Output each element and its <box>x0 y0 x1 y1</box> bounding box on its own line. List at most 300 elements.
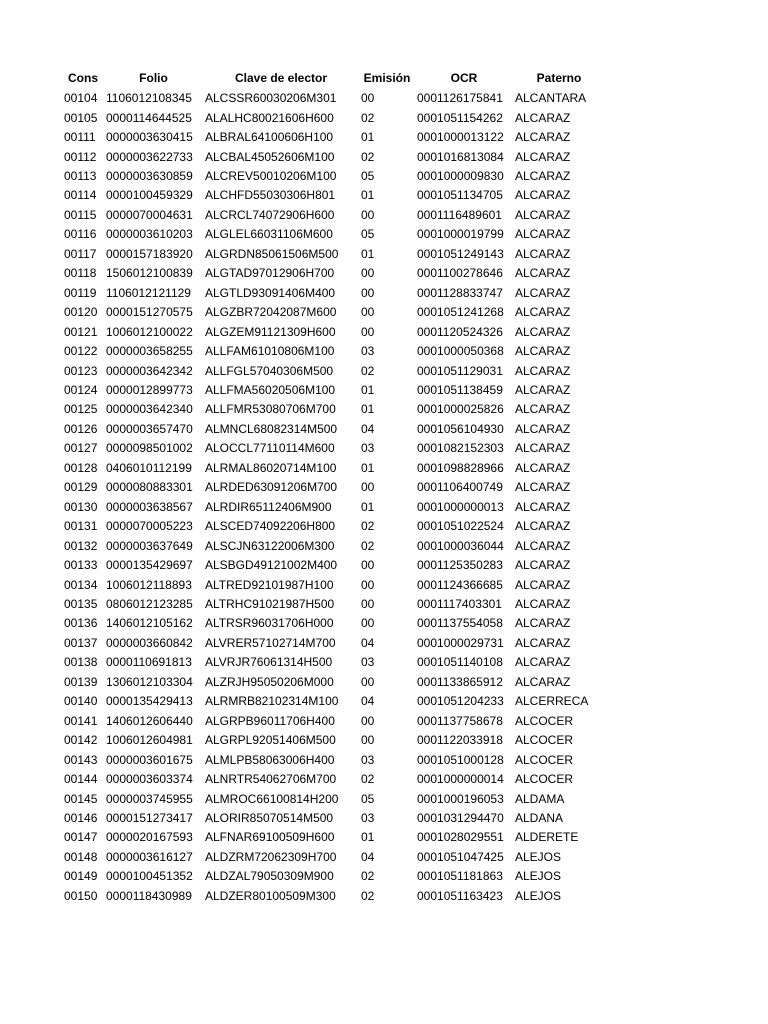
cell-cons: 00140 <box>64 694 98 709</box>
cell-folio: 0000003610203 <box>106 227 193 242</box>
cell-paterno: ALCARAZ <box>515 558 571 573</box>
table-row <box>62 167 605 186</box>
cell-paterno: ALCARAZ <box>515 324 571 339</box>
table-row <box>62 498 605 517</box>
cell-clave-de-elector: ALGTAD97012906H700 <box>205 266 335 281</box>
cell-paterno: ALCARAZ <box>515 305 571 320</box>
cell-folio: 0000003622733 <box>106 149 193 164</box>
cell-folio: 0000003638567 <box>106 499 193 514</box>
cell-folio: 0000118430989 <box>106 888 192 903</box>
cell-ocr: 0001028029551 <box>417 830 504 845</box>
table-row <box>62 653 605 672</box>
cell-paterno: ALCARAZ <box>515 635 571 650</box>
cell-emision: 04 <box>361 421 375 436</box>
cell-paterno: ALCARAZ <box>515 655 571 670</box>
cell-cons: 00118 <box>64 266 97 281</box>
cell-ocr: 0001116489601 <box>417 207 502 222</box>
cell-clave-de-elector: ALGZEM91121309H600 <box>205 324 336 339</box>
cell-folio: 0000003658255 <box>106 344 193 359</box>
cell-emision: 04 <box>361 635 375 650</box>
cell-paterno: ALCARAZ <box>515 421 571 436</box>
table-row <box>62 206 605 225</box>
cell-clave-de-elector: ALLFMA56020506M100 <box>205 383 336 398</box>
table-header <box>62 68 605 89</box>
cell-cons: 00115 <box>64 207 97 222</box>
cell-folio: 0000003616127 <box>106 849 193 864</box>
cell-folio: 1406012105162 <box>106 616 193 631</box>
cell-clave-de-elector: ALDZAL79050309M900 <box>205 869 334 884</box>
cell-folio: 1406012606440 <box>106 713 193 728</box>
cell-emision: 05 <box>361 227 375 242</box>
table-row <box>62 789 605 808</box>
cell-emision: 04 <box>361 694 375 709</box>
cell-paterno: ALCARAZ <box>515 674 571 689</box>
cell-clave-de-elector: ALOCCL77110114M600 <box>205 441 335 456</box>
cell-ocr: 0001098828966 <box>417 460 504 475</box>
cell-ocr: 0001051241268 <box>417 305 504 320</box>
table-row <box>62 595 605 614</box>
cell-ocr: 0001137758678 <box>417 713 503 728</box>
cell-folio: 0000080883301 <box>106 480 193 495</box>
cell-emision: 00 <box>361 305 375 320</box>
cell-ocr: 0001082152303 <box>417 441 504 456</box>
cell-emision: 02 <box>361 149 375 164</box>
cell-clave-de-elector: ALLFGL57040306M500 <box>205 363 334 378</box>
cell-cons: 00126 <box>64 421 98 436</box>
table-row <box>62 89 605 108</box>
cell-ocr: 0001000000013 <box>417 499 504 514</box>
cell-folio: 0000003660842 <box>106 635 193 650</box>
cell-clave-de-elector: ALBRAL64100606H100 <box>205 130 334 145</box>
cell-ocr: 0001051140108 <box>417 655 503 670</box>
cell-clave-de-elector: ALMNCL68082314M500 <box>205 421 338 436</box>
cell-ocr: 0001126175841 <box>417 91 503 106</box>
table-row <box>62 614 605 633</box>
cell-clave-de-elector: ALMLPB58063006H400 <box>205 752 335 767</box>
cell-paterno: ALDAMA <box>515 791 565 806</box>
cell-emision: 02 <box>361 538 375 553</box>
table-row <box>62 284 605 303</box>
cell-paterno: ALCERRECA <box>515 694 589 709</box>
cell-cons: 00135 <box>64 597 98 611</box>
table-row <box>62 575 605 594</box>
cell-ocr: 0001051181863 <box>417 869 503 884</box>
cell-cons: 00148 <box>64 849 98 864</box>
cell-paterno: ALDERETE <box>515 830 579 845</box>
cell-folio: 1006012100022 <box>106 324 193 339</box>
cell-folio: 0000070004631 <box>106 207 193 222</box>
table-row <box>62 439 605 458</box>
cell-clave-de-elector: ALLFAM61010806M100 <box>205 344 335 359</box>
cell-ocr: 0001051163423 <box>417 888 503 903</box>
cell-cons: 00116 <box>64 227 97 242</box>
cell-emision: 00 <box>361 285 375 300</box>
cell-clave-de-elector: ALGRPB96011706H400 <box>205 713 335 728</box>
cell-ocr: 0001106400749 <box>417 480 503 495</box>
table-row <box>62 108 605 127</box>
cell-cons: 00142 <box>64 733 98 748</box>
table-row <box>62 634 605 653</box>
header-cons: Cons <box>68 71 98 85</box>
table-row <box>62 186 605 205</box>
cell-clave-de-elector: ALZRJH95050206M000 <box>205 674 334 689</box>
cell-cons: 00120 <box>64 305 98 320</box>
cell-ocr: 0001000050368 <box>417 344 504 359</box>
header-clave-de-elector: Clave de elector <box>234 71 328 85</box>
cell-ocr: 0001000009830 <box>417 169 504 184</box>
table-row <box>62 828 605 847</box>
cell-ocr: 0001137554058 <box>417 616 503 631</box>
table-row <box>62 867 605 886</box>
cell-clave-de-elector: ALCHFD55030306H801 <box>205 188 336 203</box>
cell-ocr: 0001000000014 <box>417 772 504 787</box>
cell-folio: 1506012100839 <box>106 266 193 281</box>
cell-folio: 1006012118893 <box>106 577 192 592</box>
header-folio: Folio <box>139 71 168 85</box>
cell-paterno: ALCARAZ <box>515 110 571 125</box>
cell-clave-de-elector: ALGRDN85061506M500 <box>205 246 339 261</box>
cell-paterno: ALCARAZ <box>515 402 571 417</box>
table-row <box>62 147 605 166</box>
cell-emision: 00 <box>361 616 375 631</box>
table-row <box>62 848 605 867</box>
cell-cons: 00130 <box>64 499 98 514</box>
cell-folio: 0000100451352 <box>106 869 193 884</box>
cell-folio: 0000003630415 <box>106 130 193 145</box>
header-paterno: Paterno <box>536 71 582 85</box>
cell-ocr: 0001100278646 <box>417 266 503 281</box>
cell-clave-de-elector: ALTRHC91021987H500 <box>205 597 335 611</box>
table-row <box>62 400 605 419</box>
table-body <box>62 89 605 906</box>
cell-folio: 0000003745955 <box>106 791 193 806</box>
cell-ocr: 0001016813084 <box>417 149 504 164</box>
cell-emision: 01 <box>361 246 375 261</box>
cell-cons: 00133 <box>64 558 98 573</box>
cell-paterno: ALCARAZ <box>515 207 571 222</box>
cell-cons: 00117 <box>64 246 97 261</box>
header-emision: Emisión <box>363 71 411 85</box>
cell-cons: 00138 <box>64 655 98 670</box>
cell-clave-de-elector: ALGTLD93091406M400 <box>205 285 336 300</box>
cell-emision: 00 <box>361 207 375 222</box>
cell-paterno: ALCANTARA <box>515 91 587 106</box>
table-row <box>62 770 605 789</box>
table-row <box>62 420 605 439</box>
cell-cons: 00128 <box>64 460 98 475</box>
table-row <box>62 322 605 341</box>
cell-folio: 0000003630859 <box>106 169 193 184</box>
cell-clave-de-elector: ALGRPL92051406M500 <box>205 733 336 748</box>
cell-emision: 00 <box>361 266 375 281</box>
cell-cons: 00137 <box>64 635 98 650</box>
cell-emision: 00 <box>361 558 375 573</box>
cell-folio: 0406010112199 <box>106 460 192 475</box>
table-row <box>62 342 605 361</box>
cell-clave-de-elector: ALSBGD49121002M400 <box>205 558 338 573</box>
table-row <box>62 731 605 750</box>
cell-ocr: 0001133865912 <box>417 674 503 689</box>
cell-emision: 01 <box>361 460 375 475</box>
cell-emision: 00 <box>361 91 375 106</box>
cell-clave-de-elector: ALRDIR65112406M900 <box>205 499 332 514</box>
cell-emision: 02 <box>361 772 375 787</box>
cell-clave-de-elector: ALVRER57102714M700 <box>205 635 336 650</box>
cell-paterno: ALCARAZ <box>515 344 571 359</box>
cell-paterno: ALEJOS <box>515 888 562 903</box>
voter-registry-table <box>62 68 605 906</box>
cell-emision: 02 <box>361 519 375 534</box>
table-row <box>62 712 605 731</box>
cell-folio: 0000157183920 <box>106 246 193 261</box>
cell-folio: 1106012108345 <box>106 91 192 106</box>
cell-paterno: ALCARAZ <box>515 460 571 475</box>
cell-folio: 0000003603374 <box>106 772 193 787</box>
table-row <box>62 692 605 711</box>
cell-cons: 00105 <box>64 110 98 125</box>
cell-paterno: ALCOCER <box>515 752 574 767</box>
cell-paterno: ALDANA <box>515 810 564 825</box>
cell-ocr: 0001124366685 <box>417 577 503 592</box>
cell-cons: 00125 <box>64 402 98 417</box>
cell-cons: 00132 <box>64 538 98 553</box>
cell-paterno: ALCARAZ <box>515 538 571 553</box>
cell-paterno: ALCARAZ <box>515 577 571 592</box>
cell-ocr: 0001031294470 <box>417 810 504 825</box>
cell-paterno: ALCARAZ <box>515 441 571 456</box>
cell-paterno: ALCARAZ <box>515 130 571 145</box>
table-row <box>62 556 605 575</box>
cell-cons: 00149 <box>64 869 98 884</box>
cell-folio: 0000110691813 <box>106 655 192 670</box>
cell-paterno: ALCARAZ <box>515 383 571 398</box>
cell-folio: 0000114644525 <box>106 110 192 125</box>
cell-emision: 01 <box>361 402 375 417</box>
cell-emision: 01 <box>361 830 375 845</box>
cell-emision: 01 <box>361 130 375 145</box>
cell-folio: 0000003642340 <box>106 402 193 417</box>
cell-emision: 03 <box>361 441 375 456</box>
cell-clave-de-elector: ALCRCL74072906H600 <box>205 207 335 222</box>
cell-paterno: ALCARAZ <box>515 597 571 611</box>
cell-paterno: ALCOCER <box>515 733 574 748</box>
cell-ocr: 0001125350283 <box>417 558 503 573</box>
cell-emision: 03 <box>361 655 375 670</box>
header-row <box>62 68 605 89</box>
cell-cons: 00141 <box>64 713 98 728</box>
cell-paterno: ALCARAZ <box>515 266 571 281</box>
cell-ocr: 0001000029731 <box>417 635 504 650</box>
table-row <box>62 225 605 244</box>
cell-ocr: 0001000013122 <box>417 130 504 145</box>
cell-folio: 0000003601675 <box>106 752 193 767</box>
cell-cons: 00127 <box>64 441 98 456</box>
cell-ocr: 0001128833747 <box>417 285 503 300</box>
cell-paterno: ALCARAZ <box>515 285 571 300</box>
table-row <box>62 517 605 536</box>
cell-cons: 00150 <box>64 888 98 903</box>
cell-folio: 0000003637649 <box>106 538 193 553</box>
cell-ocr: 0001051000128 <box>417 752 504 767</box>
cell-clave-de-elector: ALDZRM72062309H700 <box>205 849 337 864</box>
cell-paterno: ALCARAZ <box>515 499 571 514</box>
cell-folio: 0000070005223 <box>106 519 193 534</box>
cell-emision: 02 <box>361 869 375 884</box>
table-row <box>62 673 605 692</box>
cell-paterno: ALCARAZ <box>515 480 571 495</box>
cell-clave-de-elector: ALRMAL86020714M100 <box>205 460 337 475</box>
header-ocr: OCR <box>450 71 478 85</box>
cell-emision: 03 <box>361 344 375 359</box>
cell-cons: 00124 <box>64 383 98 398</box>
cell-cons: 00146 <box>64 810 98 825</box>
cell-folio: 0000151270575 <box>106 305 193 320</box>
cell-emision: 01 <box>361 383 375 398</box>
cell-ocr: 0001051154262 <box>417 110 503 125</box>
cell-emision: 00 <box>361 597 375 611</box>
cell-emision: 02 <box>361 363 375 378</box>
table-row <box>62 264 605 283</box>
table-row <box>62 381 605 400</box>
cell-emision: 00 <box>361 324 375 339</box>
cell-emision: 03 <box>361 810 375 825</box>
cell-folio: 1006012604981 <box>106 733 193 748</box>
cell-paterno: ALCARAZ <box>515 227 571 242</box>
cell-clave-de-elector: ALVRJR76061314H500 <box>205 655 333 670</box>
cell-ocr: 0001000019799 <box>417 227 504 242</box>
cell-clave-de-elector: ALSCJN63122006M300 <box>205 538 335 553</box>
cell-cons: 00131 <box>64 519 98 534</box>
cell-clave-de-elector: ALCREV50010206M100 <box>205 169 337 184</box>
cell-cons: 00145 <box>64 791 98 806</box>
cell-ocr: 0001122033918 <box>417 733 503 748</box>
cell-cons: 00143 <box>64 752 98 767</box>
cell-folio: 0000151273417 <box>106 810 193 825</box>
cell-cons: 00113 <box>64 169 97 184</box>
cell-folio: 0000003657470 <box>106 421 193 436</box>
cell-emision: 05 <box>361 791 375 806</box>
cell-paterno: ALEJOS <box>515 849 562 864</box>
cell-ocr: 0001051204233 <box>417 694 504 709</box>
cell-ocr: 0001000025826 <box>417 402 504 417</box>
cell-folio: 0000020167593 <box>106 830 193 845</box>
cell-emision: 00 <box>361 733 375 748</box>
cell-clave-de-elector: ALCBAL45052606M100 <box>205 149 335 164</box>
cell-folio: 0000135429413 <box>106 694 193 709</box>
cell-ocr: 0001051022524 <box>417 519 504 534</box>
cell-clave-de-elector: ALALHC80021606H600 <box>205 110 334 125</box>
cell-clave-de-elector: ALGZBR72042087M600 <box>205 305 337 320</box>
cell-clave-de-elector: ALLFMR53080706M700 <box>205 402 336 417</box>
cell-ocr: 0001051047425 <box>417 849 504 864</box>
cell-cons: 00114 <box>64 188 97 203</box>
cell-folio: 0000003642342 <box>106 363 193 378</box>
table-row <box>62 887 605 906</box>
cell-clave-de-elector: ALTRSR96031706H000 <box>205 616 334 631</box>
table-row <box>62 361 605 380</box>
cell-folio: 1306012103304 <box>106 674 193 689</box>
cell-paterno: ALCARAZ <box>515 616 571 631</box>
cell-cons: 00104 <box>64 91 98 106</box>
cell-cons: 00119 <box>64 285 97 300</box>
cell-cons: 00111 <box>64 130 96 145</box>
table-row <box>62 478 605 497</box>
cell-ocr: 0001000036044 <box>417 538 504 553</box>
cell-clave-de-elector: ALCSSR60030206M301 <box>205 91 337 106</box>
cell-ocr: 0001051134705 <box>417 188 503 203</box>
cell-ocr: 0001000196053 <box>417 791 504 806</box>
cell-ocr: 0001120524326 <box>417 324 503 339</box>
cell-clave-de-elector: ALMROC66100814H200 <box>205 791 339 806</box>
table-row <box>62 245 605 264</box>
cell-emision: 02 <box>361 110 375 125</box>
cell-emision: 01 <box>361 188 375 203</box>
cell-clave-de-elector: ALNRTR54062706M700 <box>205 772 337 787</box>
table-row <box>62 128 605 147</box>
cell-cons: 00139 <box>64 674 98 689</box>
cell-clave-de-elector: ALRDED63091206M700 <box>205 480 338 495</box>
cell-paterno: ALCARAZ <box>515 188 571 203</box>
cell-clave-de-elector: ALRMRB82102314M100 <box>205 694 339 709</box>
cell-paterno: ALCARAZ <box>515 246 571 261</box>
cell-paterno: ALCARAZ <box>515 519 571 534</box>
cell-emision: 05 <box>361 169 375 184</box>
cell-ocr: 0001056104930 <box>417 421 504 436</box>
table-row <box>62 303 605 322</box>
cell-emision: 02 <box>361 888 375 903</box>
table-row <box>62 809 605 828</box>
cell-paterno: ALCARAZ <box>515 149 571 164</box>
cell-clave-de-elector: ALGLEL66031106M600 <box>205 227 333 242</box>
cell-cons: 00122 <box>64 344 98 359</box>
cell-folio: 0000100459329 <box>106 188 193 203</box>
cell-cons: 00121 <box>64 324 98 339</box>
cell-folio: 1106012121129 <box>106 285 191 300</box>
cell-cons: 00112 <box>64 149 97 164</box>
cell-paterno: ALCOCER <box>515 713 574 728</box>
cell-cons: 00129 <box>64 480 98 495</box>
cell-emision: 00 <box>361 577 375 592</box>
cell-cons: 00136 <box>64 616 98 631</box>
cell-folio: 0000098501002 <box>106 441 193 456</box>
cell-emision: 03 <box>361 752 375 767</box>
cell-folio: 0000135429697 <box>106 558 193 573</box>
cell-cons: 00123 <box>64 363 98 378</box>
cell-clave-de-elector: ALTRED92101987H100 <box>205 577 334 592</box>
cell-emision: 00 <box>361 480 375 495</box>
cell-paterno: ALCOCER <box>515 772 574 787</box>
cell-emision: 01 <box>361 499 375 514</box>
cell-emision: 00 <box>361 713 375 728</box>
table-row <box>62 750 605 769</box>
cell-ocr: 0001051249143 <box>417 246 504 261</box>
cell-cons: 00144 <box>64 772 98 787</box>
cell-emision: 04 <box>361 849 375 864</box>
cell-paterno: ALCARAZ <box>515 363 571 378</box>
cell-clave-de-elector: ALORIR85070514M500 <box>205 810 334 825</box>
table-row <box>62 536 605 555</box>
cell-folio: 0000012899773 <box>106 383 193 398</box>
cell-paterno: ALEJOS <box>515 869 562 884</box>
cell-cons: 00147 <box>64 830 98 845</box>
cell-ocr: 0001117403301 <box>417 597 502 611</box>
cell-clave-de-elector: ALFNAR69100509H600 <box>205 830 335 845</box>
table-row <box>62 459 605 478</box>
cell-folio: 0806012123285 <box>106 597 193 611</box>
cell-clave-de-elector: ALSCED74092206H800 <box>205 519 336 534</box>
cell-ocr: 0001051138459 <box>417 383 503 398</box>
cell-paterno: ALCARAZ <box>515 169 571 184</box>
